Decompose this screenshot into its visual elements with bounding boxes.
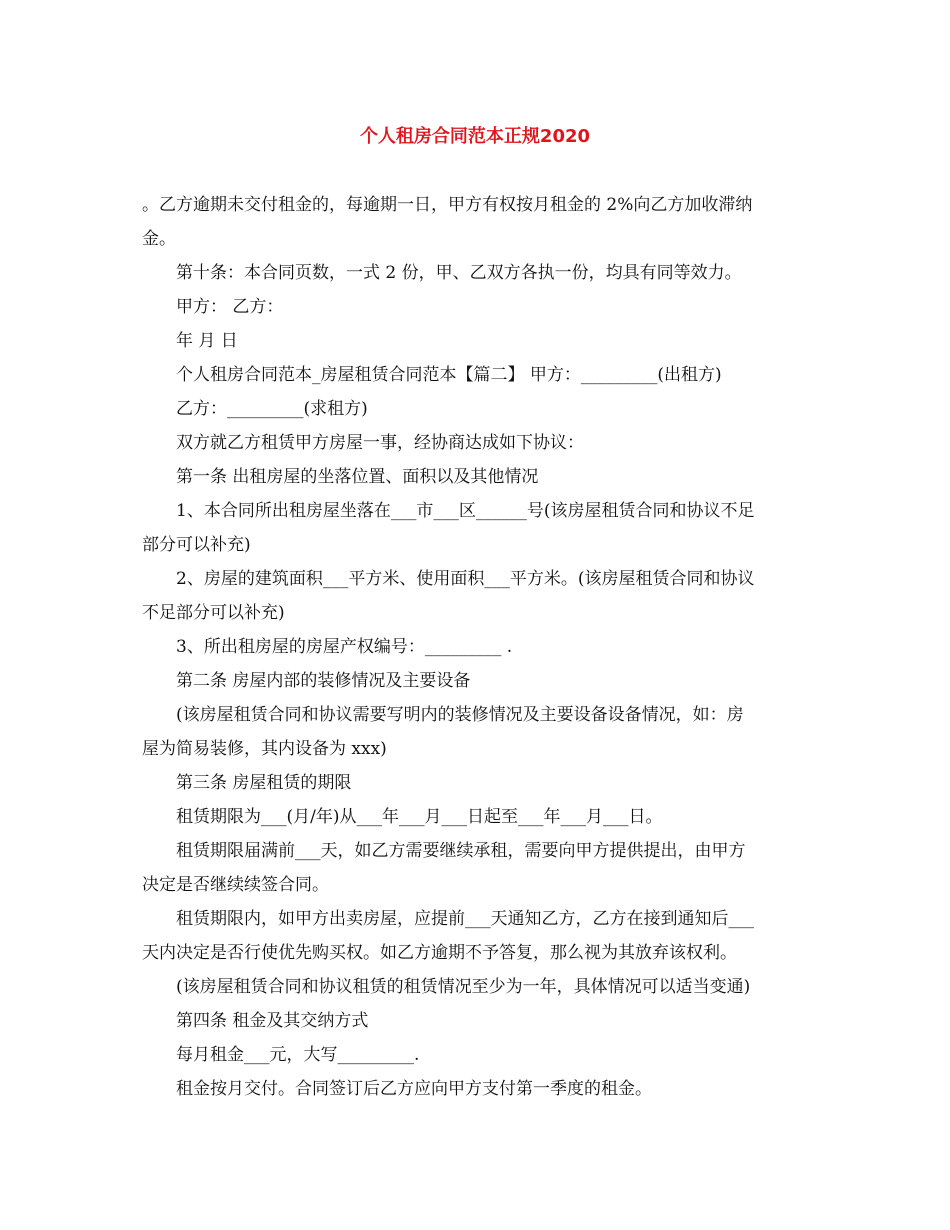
text-line: 租金按月交付。合同签订后乙方应向甲方支付第一季度的租金。 xyxy=(176,1079,652,1099)
document-title: 个人租房合同范本正规2020 xyxy=(359,126,591,147)
text-line: 第二条 房屋内部的装修情况及主要设备 xyxy=(176,671,471,691)
text-line: (该房屋租赁合同和协议租赁的租赁情况至少为一年，具体情况可以适当变通) xyxy=(176,977,751,997)
text-line: 天内决定是否行使优先购买权。如乙方逾期不予答复，那么视为其放弃该权利。 xyxy=(142,943,737,963)
text-line: 租赁期限届满前___天，如乙方需要继续承租，需要向甲方提供提出，由甲方 xyxy=(176,841,746,861)
text-line: 3、所出租房屋的房屋产权编号：_________ . xyxy=(176,637,513,657)
document-body xyxy=(142,188,814,1106)
text-line: 。乙方逾期未交付租金的，每逾期一日，甲方有权按月租金的 2%向乙方加收滞纳 xyxy=(142,195,753,215)
text-line: 每月租金___元，大写_________. xyxy=(176,1045,420,1065)
text-line: 金。 xyxy=(142,229,176,249)
text-line: 1、本合同所出租房屋坐落在___市___区______号(该房屋租赁合同和协议不足 xyxy=(176,501,755,521)
text-line: 第十条：本合同页数，一式 2 份，甲、乙双方各执一份，均具有同等效力。 xyxy=(176,263,742,283)
text-line: 2、房屋的建筑面积___平方米、使用面积___平方米。(该房屋租赁合同和协议 xyxy=(176,569,755,589)
text-line: 决定是否继续续签合同。 xyxy=(142,875,329,895)
text-line: 租赁期限为___(月/年)从___年___月___日起至___年___月___日。 xyxy=(176,807,663,827)
text-line: (该房屋租赁合同和协议需要写明内的装修情况及主要设备设备情况，如：房 xyxy=(176,705,744,725)
text-line: 个人租房合同范本_房屋租赁合同范本【篇二】 甲方：_________(出租方) xyxy=(176,365,722,385)
text-line: 年 月 日 xyxy=(176,331,238,351)
text-line: 不足部分可以补充) xyxy=(142,603,285,623)
text-line: 甲方： 乙方： xyxy=(176,297,284,317)
text-line: 乙方：_________(求租方) xyxy=(176,399,368,419)
text-line: 第三条 房屋租赁的期限 xyxy=(176,773,352,793)
text-line: 屋为简易装修，其内设备为 xxx) xyxy=(142,739,387,759)
text-line: 第四条 租金及其交纳方式 xyxy=(176,1011,369,1031)
text-line: 第一条 出租房屋的坐落位置、面积以及其他情况 xyxy=(176,467,539,487)
text-line: 双方就乙方租赁甲方房屋一事，经协商达成如下协议： xyxy=(176,433,584,453)
text-line: 部分可以补充) xyxy=(142,535,251,555)
text-line: 租赁期限内，如甲方出卖房屋，应提前___天通知乙方，乙方在接到通知后___ xyxy=(176,909,754,929)
